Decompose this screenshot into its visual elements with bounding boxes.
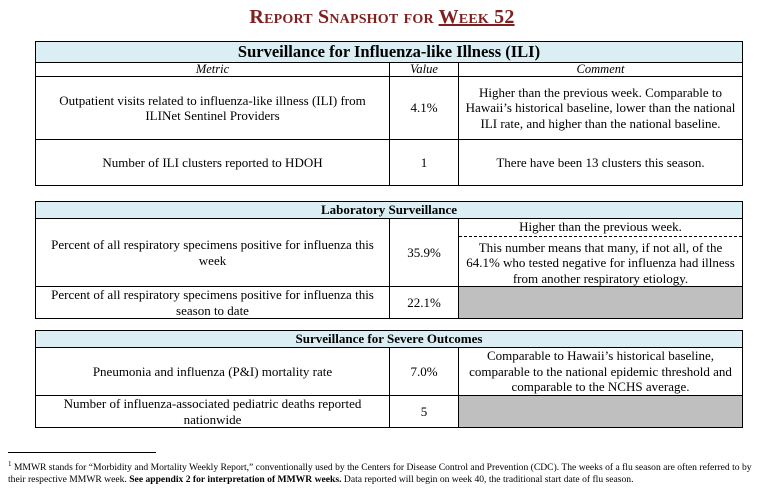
table-row [36,396,743,428]
value-cell: 22.1% [390,287,459,319]
comment-cell: Higher than the previous week. Comparable to Hawaii’s historical baseline, lower than the national ILI rate, and higher than the national baseline. [459,77,743,140]
col-metric-header: Metric [36,63,390,77]
ili-table [35,41,743,186]
ili-heading: Surveillance for Influenza-like Illness (ILI) [36,42,743,63]
col-value-header: Value [390,63,459,77]
value-cell: 35.9% [390,219,459,287]
value-cell: 1 [390,140,459,186]
metric-cell: Percent of all respiratory specimens positive for influenza this week [36,219,390,287]
severe-table [35,330,743,428]
report-title [0,6,764,29]
metric-cell: Number of influenza-associated pediatric deaths reported nationwide [36,396,390,428]
footnote-text-bold: See appendix 2 for interpretation of MMWR weeks. [129,474,342,486]
footnote-marker: 1 [8,460,12,468]
table-row [36,140,743,186]
comment-cell: There have been 13 clusters this season. [459,140,743,186]
metric-cell: Outpatient visits related to influenza-like illness (ILI) from ILINet Sentinel Providers [36,77,390,140]
footnote-divider [8,452,156,453]
table-row [36,287,743,319]
value-cell: 7.0% [390,348,459,396]
title-prefix: Report Snapshot for [249,6,439,28]
table-row [36,348,743,396]
comment-bottom: This number means that many, if not all, of the 64.1% who tested negative for influenza had illness from another respiratory etiology. [466,239,735,286]
comment-cell: Comparable to Hawaii’s historical baseline, comparable to the national epidemic threshold and comparable to the NCHS average. [459,348,743,396]
title-week: Week 52 [438,6,515,28]
table-row [36,77,743,140]
empty-comment-cell [459,396,743,428]
col-comment-header: Comment [459,63,743,77]
metric-cell: Percent of all respiratory specimens positive for influenza this season to date [36,287,390,319]
table-row [36,219,743,287]
value-cell: 5 [390,396,459,428]
severe-heading: Surveillance for Severe Outcomes [36,331,743,348]
footnote [8,458,760,486]
lab-table [35,201,743,319]
empty-comment-cell [459,287,743,319]
comment-cell [459,219,743,287]
metric-cell: Number of ILI clusters reported to HDOH [36,140,390,186]
lab-heading: Laboratory Surveillance [36,202,743,219]
comment-top: Higher than the previous week. [459,219,742,237]
value-cell: 4.1% [390,77,459,140]
footnote-text-b: Data reported will begin on week 40, the traditional start date of flu season. [341,474,634,486]
metric-cell: Pneumonia and influenza (P&I) mortality rate [36,348,390,396]
footnote-text-a: MMWR stands for “Morbidity and Mortality Weekly Report,” conventionally used by the Centers for Disease Control and Prevention (CDC). The weeks of a flu season are often referred to by their respective MMWR week. [8,462,752,486]
